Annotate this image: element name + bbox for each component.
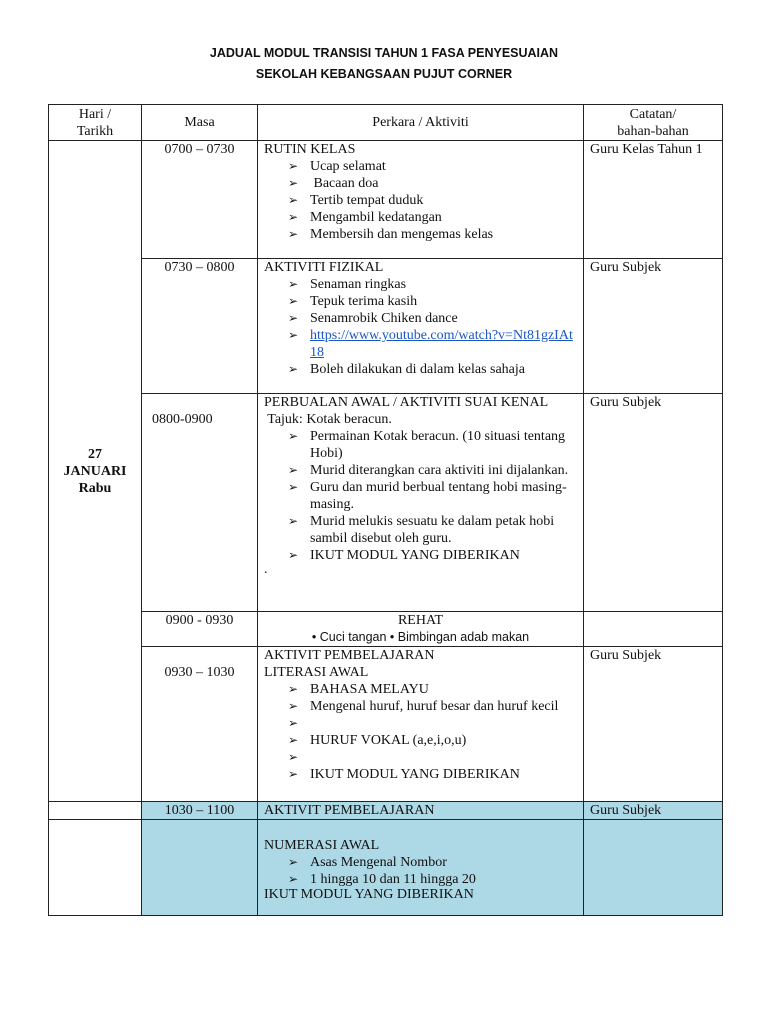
time-cell: 0900 - 0930: [142, 612, 258, 647]
table-row: [49, 820, 723, 916]
activity-list: [264, 276, 577, 378]
document-title: JADUAL MODUL TRANSISI TAHUN 1 FASA PENYESUAIAN: [209, 46, 559, 60]
list-item: ➢ Tertib tempat duduk: [288, 192, 577, 209]
activity-cell: [258, 394, 584, 612]
empty-day-cell: [49, 802, 142, 820]
list-item: ➢ Mengenal huruf, huruf besar dan huruf kecil: [288, 698, 577, 715]
table-row: [49, 141, 723, 259]
header-time: Masa: [142, 105, 258, 141]
activity-cell: [258, 259, 584, 394]
notes-cell: Guru Kelas Tahun 1: [584, 141, 723, 259]
list-item: ➢ 1 hingga 10 dan 11 hingga 20: [288, 871, 577, 888]
day-number: 27: [88, 446, 102, 462]
time-label: 0930 – 1030: [164, 665, 235, 680]
activity-list: [264, 428, 577, 564]
header-day-line1: Hari /: [78, 106, 112, 122]
header-notes: [584, 105, 723, 141]
empty-day-cell: [49, 820, 142, 916]
activity-heading: RUTIN KELAS: [264, 142, 356, 157]
spacer: [264, 820, 577, 837]
activity-cell: [258, 141, 584, 259]
time-label: 0800-0900: [152, 412, 213, 427]
table-row: [49, 647, 723, 802]
time-cell: 0730 – 0800: [142, 259, 258, 394]
time-cell: 1030 – 1100: [142, 802, 258, 820]
activity-subheading: LITERASI AWAL: [264, 665, 369, 680]
header-notes-line1: Catatan/: [629, 106, 677, 122]
youtube-link[interactable]: https://www.youtube.com/watch?v=Nt81gzIAt18: [310, 328, 573, 360]
table-row: [49, 802, 723, 820]
header-day-line2: Tarikh: [76, 123, 114, 139]
notes-cell: Guru Subjek: [584, 802, 723, 820]
list-item: ➢ BAHASA MELAYU: [288, 681, 577, 698]
break-activities: • Cuci tangan • Bimbingan adab makan: [311, 630, 530, 644]
list-item: [288, 327, 577, 361]
table-row: [49, 612, 723, 647]
list-item: ➢ Guru dan murid berbual tentang hobi masing-masing.: [288, 479, 577, 513]
activity-list: [264, 681, 577, 783]
trailing-mark: .: [264, 562, 268, 577]
list-item: ➢ Boleh dilakukan di dalam kelas sahaja: [288, 361, 577, 378]
notes-cell: [584, 820, 723, 916]
activity-cell: [258, 612, 584, 647]
activity-cell: [258, 647, 584, 802]
list-item: ➢ Murid diterangkan cara aktiviti ini dijalankan.: [288, 462, 577, 479]
schedule-table: [48, 104, 723, 916]
activity-heading: REHAT: [397, 613, 444, 628]
header-activity: Perkara / Aktiviti: [258, 105, 584, 141]
time-cell: [142, 820, 258, 916]
time-cell: 0700 – 0730: [142, 141, 258, 259]
list-item: ➢ Tepuk terima kasih: [288, 293, 577, 310]
list-item: ➢ Membersih dan mengemas kelas: [288, 226, 577, 243]
time-cell: [142, 394, 258, 612]
list-item: ➢ IKUT MODUL YANG DIBERIKAN: [288, 547, 577, 564]
day-weekday: Rabu: [78, 480, 112, 496]
list-item: ➢ Permainan Kotak beracun. (10 situasi tentang Hobi): [288, 428, 577, 462]
list-item: ➢ Murid melukis sesuatu ke dalam petak hobi sambil disebut oleh guru.: [288, 513, 577, 547]
activity-heading: AKTIVIT PEMBELAJARAN: [264, 648, 435, 663]
list-item: ➢ Bacaan doa: [288, 175, 577, 192]
list-item: ➢ Ucap selamat: [288, 158, 577, 175]
activity-subheading: Tajuk: Kotak beracun.: [264, 412, 392, 427]
list-item: ➢ Asas Mengenal Nombor: [288, 854, 577, 871]
day-cell: [49, 141, 142, 802]
table-row: [49, 394, 723, 612]
table-row: [49, 259, 723, 394]
header-row: [49, 105, 723, 141]
list-item: ➢ Senamrobik Chiken dance: [288, 310, 577, 327]
activity-cell: [258, 820, 584, 916]
activity-list: [264, 854, 577, 888]
notes-cell: Guru Subjek: [584, 394, 723, 612]
header-day: [49, 105, 142, 141]
notes-cell: Guru Subjek: [584, 259, 723, 394]
day-month: JANUARI: [63, 463, 127, 479]
spacer: [288, 749, 577, 766]
header-notes-line2: bahan-bahan: [617, 123, 689, 139]
activity-heading: AKTIVITI FIZIKAL: [264, 260, 384, 275]
list-item: ➢ HURUF VOKAL (a,e,i,o,u): [288, 732, 577, 749]
spacer: [288, 715, 577, 732]
notes-cell: [584, 612, 723, 647]
time-cell: [142, 647, 258, 802]
list-item: ➢ Senaman ringkas: [288, 276, 577, 293]
activity-list: [264, 158, 577, 243]
activity-footer: IKUT MODUL YANG DIBERIKAN: [264, 887, 474, 902]
list-item: ➢ IKUT MODUL YANG DIBERIKAN: [288, 766, 577, 783]
school-name: SEKOLAH KEBANGSAAN PUJUT CORNER: [255, 67, 513, 81]
activity-heading: NUMERASI AWAL: [264, 838, 380, 853]
activity-heading: PERBUALAN AWAL / AKTIVITI SUAI KENAL: [264, 395, 549, 410]
list-item: ➢ Mengambil kedatangan: [288, 209, 577, 226]
activity-cell: AKTIVIT PEMBELAJARAN: [258, 802, 584, 820]
notes-cell: Guru Subjek: [584, 647, 723, 802]
